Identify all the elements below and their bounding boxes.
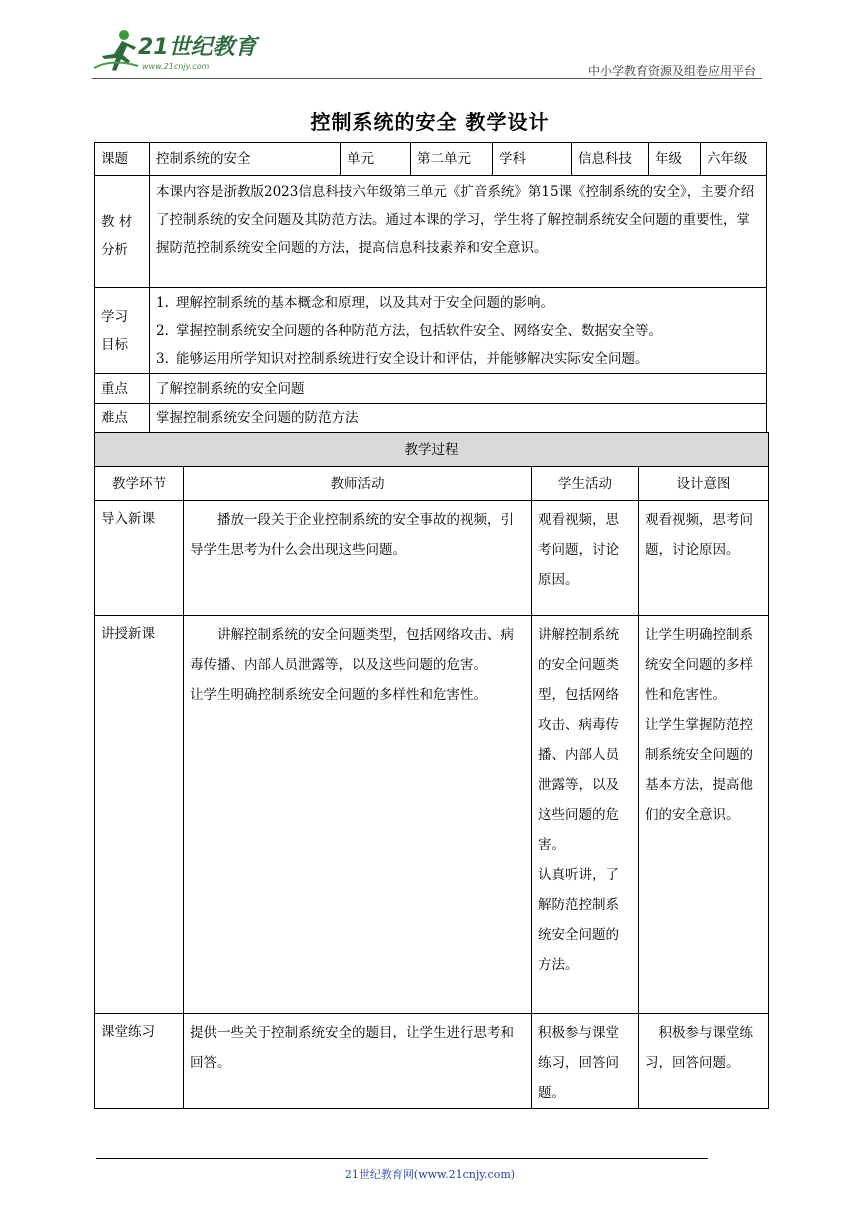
intent-cell: 观看视频，思考问题，讨论原因。	[639, 501, 769, 616]
logo-text: 21世纪教育	[138, 35, 257, 60]
stage-cell: 讲授新课	[95, 616, 184, 1014]
intent-cell: 积极参与课堂练习，回答问题。	[639, 1014, 769, 1109]
grade-value: 六年级	[701, 143, 767, 176]
footer-divider	[96, 1158, 708, 1159]
stage-cell: 课堂练习	[95, 1014, 184, 1109]
column-header: 教学环节	[95, 467, 184, 501]
column-header: 教师活动	[184, 467, 532, 501]
goal-item: 3. 能够运用所学知识对控制系统进行安全设计和评估，并能够解决实际安全问题。	[156, 350, 649, 367]
difficulty-text: 掌握控制系统安全问题的防范方法	[150, 404, 767, 433]
teacher-cell: 讲解控制系统的安全问题类型，包括网络攻击、病毒传播、内部人员泄露等，以及这些问题的危害。 让学生明确控制系统安全问题的多样性和危害性。	[184, 616, 532, 1014]
goals-list	[150, 288, 767, 374]
teacher-cell: 播放一段关于企业控制系统的安全事故的视频，引导学生思考为什么会出现这些问题。	[184, 501, 532, 616]
logo	[92, 28, 262, 78]
platform-name: 中小学教育资源及组卷应用平台	[587, 64, 756, 78]
unit-label: 单元	[341, 143, 411, 176]
difficulty-label: 难点	[95, 404, 150, 433]
table-row	[95, 1014, 769, 1109]
logo-url: www.21cnjy.com	[142, 62, 210, 71]
subject-label: 学科	[493, 143, 572, 176]
course-label: 课题	[95, 143, 150, 176]
key-text: 了解控制系统的安全问题	[150, 374, 767, 404]
process-table	[94, 432, 769, 1109]
goals-label: 学习 目标	[95, 288, 150, 374]
student-cell: 积极参与课堂练习，回答问题。	[532, 1014, 639, 1109]
page-title: 控制系统的安全 教学设计	[310, 110, 550, 134]
analysis-label: 教 材 分析	[95, 176, 150, 288]
table-row	[95, 616, 769, 1014]
page-header	[92, 28, 762, 80]
unit-value: 第二单元	[411, 143, 493, 176]
subject-value: 信息科技	[572, 143, 649, 176]
course-value: 控制系统的安全	[150, 143, 341, 176]
runner-logo-icon	[92, 28, 140, 74]
column-header: 设计意图	[639, 467, 769, 501]
analysis-text: 本课内容是浙教版2023信息科技六年级第三单元《扩音系统》第15课《控制系统的安全》，主要介绍了控制系统的安全问题及其防范方法。通过本课的学习，学生将了解控制系统安全问题的重要性，掌握防范控制系统安全问题的方法，提高信息科技素养和安全意识。	[150, 176, 767, 288]
goal-item: 2. 掌握控制系统安全问题的各种防范方法，包括软件安全、网络安全、数据安全等。	[156, 322, 662, 339]
header-divider	[92, 78, 762, 79]
intent-cell: 让学生明确控制系统安全问题的多样性和危害性。 让学生掌握防范控制系统安全问题的基本方法，提高他们的安全意识。	[639, 616, 769, 1014]
info-table	[94, 142, 767, 433]
grade-label: 年级	[649, 143, 701, 176]
column-header: 学生活动	[532, 467, 639, 501]
student-cell: 观看视频，思考问题，讨论原因。	[532, 501, 639, 616]
stage-cell: 导入新课	[95, 501, 184, 616]
table-row	[95, 501, 769, 616]
process-header: 教学过程	[95, 433, 769, 467]
key-label: 重点	[95, 374, 150, 404]
teacher-cell: 提供一些关于控制系统安全的题目，让学生进行思考和回答。	[184, 1014, 532, 1109]
goal-item: 1. 理解控制系统的基本概念和原理，以及其对于安全问题的影响。	[156, 294, 554, 311]
footer-link[interactable]: 21世纪教育网(www.21cnjy.com)	[344, 1168, 516, 1181]
student-cell: 讲解控制系统的安全问题类型，包括网络攻击、病毒传播、内部人员泄露等，以及这些问题的危害。 认真听讲，了解防范控制系统安全问题的方法。	[532, 616, 639, 1014]
